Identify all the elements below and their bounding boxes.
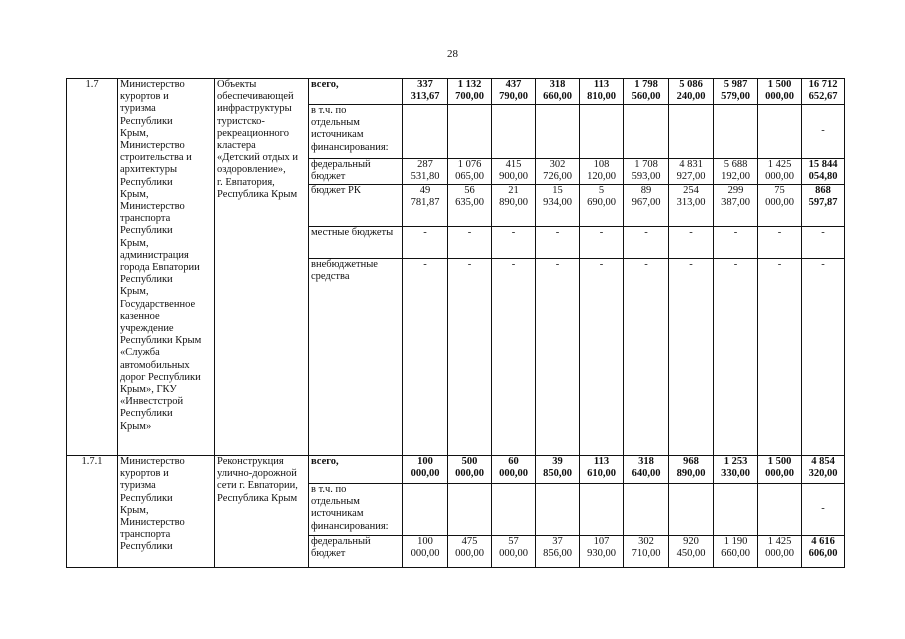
source-label-text: всего,: [311, 456, 339, 467]
dash-cell-text: -: [423, 259, 427, 270]
dash-cell-text: -: [821, 227, 825, 238]
dash-cell: [403, 259, 448, 456]
source-label: [309, 105, 403, 159]
row-code: [67, 79, 118, 456]
sum-cell-text: 4 616 606,00: [808, 536, 838, 560]
value-cell-text: 299 387,00: [721, 185, 750, 209]
value-cell-text: 1 798 560,00: [631, 79, 661, 103]
value-cell-text: 302 710,00: [631, 536, 661, 560]
value-cell-text: 1 425 000,00: [765, 536, 794, 560]
dash-cell: [536, 259, 580, 456]
value-cell: [492, 456, 536, 484]
value-cell-text: 5 690,00: [587, 185, 616, 209]
value-cell: [580, 105, 624, 159]
row-object: [215, 456, 309, 568]
sum-cell: [802, 79, 845, 105]
value-cell-text: 287 531,80: [410, 159, 440, 183]
dash-cell-text: -: [599, 259, 604, 270]
row-executors: [118, 79, 215, 456]
value-cell: [624, 79, 669, 105]
source-label: [309, 227, 403, 259]
sum-cell-text: 868 597,87: [808, 185, 838, 209]
dash-cell: [758, 227, 802, 259]
value-cell: [580, 159, 624, 185]
value-cell: [714, 536, 758, 568]
value-cell: [403, 484, 448, 536]
dash-cell-text: -: [511, 259, 516, 270]
value-cell-text: 337 313,67: [410, 79, 440, 103]
dash-cell-text: -: [689, 227, 693, 238]
value-cell-text: 5 987 579,00: [721, 79, 750, 103]
sum-cell: [802, 456, 845, 484]
value-cell: [758, 536, 802, 568]
value-cell-text: 5 688 192,00: [721, 159, 750, 183]
dash-cell-text: -: [821, 259, 825, 270]
source-label-text: федеральный бюджет: [311, 536, 371, 560]
source-label: [309, 259, 403, 456]
source-label-text: всего,: [311, 79, 339, 90]
value-cell: [536, 484, 580, 536]
value-cell: [624, 456, 669, 484]
value-cell-text: 113 810,00: [587, 79, 616, 103]
row-executors-text: Министерство курортов и туризма Республики Крым, Министерство транспорта Республики: [120, 456, 185, 553]
value-cell-text: 100 000,00: [410, 536, 440, 560]
dash-cell-text: -: [733, 259, 738, 270]
value-cell: [403, 185, 448, 227]
value-cell: [714, 484, 758, 536]
value-cell-text: 1 190 660,00: [721, 536, 750, 560]
dash-cell: [403, 227, 448, 259]
value-cell-text: 920 450,00: [676, 536, 706, 560]
row-executors-text: Министерство курортов и туризма Республики Крым, Министерство строительства и архитектуры Республики Крым, Министерство транспорта Республики Крым, администрация города Евпатории Республики Крым, Государственное казенное учреждение Республики Крым «Служба автомобильных дорог Республики Крым», ГКУ «Инвестстрой Республики Крым»: [120, 79, 202, 432]
source-label-text: бюджет РК: [311, 185, 361, 196]
value-cell-text: 254 313,00: [676, 185, 706, 209]
value-cell: [669, 159, 714, 185]
dash-cell-text: -: [689, 259, 693, 270]
source-label: [309, 484, 403, 536]
row-code: [67, 456, 118, 568]
value-cell: [492, 185, 536, 227]
value-cell: [580, 456, 624, 484]
value-cell: [536, 185, 580, 227]
dash-cell-text: -: [777, 227, 782, 238]
dash-cell-text: -: [467, 227, 472, 238]
value-cell-text: 1 425 000,00: [765, 159, 794, 183]
dash-cell-text: -: [644, 259, 648, 270]
value-cell-text: 475 000,00: [455, 536, 484, 560]
source-label-text: в т.ч. по отдельным источникам финансирования:: [311, 105, 389, 153]
value-cell: [669, 185, 714, 227]
value-cell: [536, 536, 580, 568]
dash-cell-text: -: [555, 259, 560, 270]
value-cell-text: 1 500 000,00: [765, 456, 794, 480]
source-label-text: в т.ч. по отдельным источникам финансирования:: [311, 484, 389, 532]
value-cell-text: 415 900,00: [499, 159, 528, 183]
table-row: [67, 456, 845, 484]
value-cell: [669, 456, 714, 484]
sum-cell-text: -: [821, 125, 825, 137]
row-object-text: Объекты обеспечивающей инфраструктуры туристско- рекреационного кластера «Детский отдых и оздоровление», г. Евпатория, Республика Крым: [217, 79, 298, 200]
value-cell: [624, 185, 669, 227]
value-cell: [403, 79, 448, 105]
dash-cell: [624, 259, 669, 456]
value-cell-text: 100 000,00: [410, 456, 440, 480]
value-cell-text: 107 930,00: [587, 536, 616, 560]
value-cell: [758, 159, 802, 185]
value-cell-text: 1 132 700,00: [455, 79, 484, 103]
dash-cell: [448, 227, 492, 259]
value-cell: [403, 456, 448, 484]
value-cell: [536, 105, 580, 159]
value-cell: [536, 456, 580, 484]
sum-cell-text: 16 712 652,67: [808, 79, 838, 103]
dash-cell-text: -: [599, 227, 604, 238]
source-label: [309, 79, 403, 105]
row-code-text: 1.7.1: [81, 456, 103, 467]
value-cell: [448, 536, 492, 568]
sum-cell: [802, 185, 845, 227]
dash-cell: [492, 227, 536, 259]
dash-cell: [669, 227, 714, 259]
value-cell-text: 60 000,00: [499, 456, 528, 480]
source-label: [309, 159, 403, 185]
table-row: [67, 79, 845, 105]
value-cell-text: 39 850,00: [543, 456, 572, 480]
value-cell: [448, 456, 492, 484]
value-cell-text: 89 967,00: [631, 185, 661, 209]
dash-cell: [714, 259, 758, 456]
value-cell: [758, 105, 802, 159]
page-number: 28: [447, 48, 458, 60]
value-cell: [492, 79, 536, 105]
value-cell-text: 4 831 927,00: [676, 159, 706, 183]
row-code-text: 1.7: [85, 79, 99, 90]
dash-cell: [448, 259, 492, 456]
value-cell-text: 1 076 065,00: [455, 159, 484, 183]
value-cell-text: 1 708 593,00: [631, 159, 661, 183]
value-cell: [403, 536, 448, 568]
value-cell: [624, 536, 669, 568]
value-cell-text: 15 934,00: [543, 185, 572, 209]
dash-cell: [580, 259, 624, 456]
value-cell: [624, 105, 669, 159]
sum-cell: [802, 484, 845, 536]
value-cell-text: 1 253 330,00: [721, 456, 750, 480]
dash-cell: [758, 259, 802, 456]
dash-cell-text: -: [467, 259, 472, 270]
sum-cell-text: 4 854 320,00: [808, 456, 838, 480]
value-cell: [448, 159, 492, 185]
value-cell-text: 968 890,00: [676, 456, 706, 480]
dash-cell-text: -: [555, 227, 560, 238]
sum-cell: [802, 159, 845, 185]
value-cell: [758, 185, 802, 227]
source-label: [309, 536, 403, 568]
sum-cell-text: -: [821, 503, 825, 515]
value-cell: [448, 79, 492, 105]
dash-cell: [536, 227, 580, 259]
row-executors: [118, 456, 215, 568]
sum-cell-text: 15 844 054,80: [808, 159, 838, 183]
dash-cell-text: -: [644, 227, 648, 238]
dash-cell: [580, 227, 624, 259]
value-cell: [448, 185, 492, 227]
dash-cell: [492, 259, 536, 456]
dash-cell: [669, 259, 714, 456]
value-cell: [448, 484, 492, 536]
value-cell-text: 1 500 000,00: [765, 79, 794, 103]
value-cell: [758, 79, 802, 105]
value-cell-text: 318 660,00: [543, 79, 572, 103]
value-cell: [624, 159, 669, 185]
value-cell: [492, 159, 536, 185]
value-cell: [580, 484, 624, 536]
row-object: [215, 79, 309, 456]
value-cell-text: 21 890,00: [499, 185, 528, 209]
value-cell-text: 75 000,00: [765, 185, 794, 209]
value-cell-text: 318 640,00: [631, 456, 661, 480]
value-cell: [536, 159, 580, 185]
value-cell-text: 108 120,00: [587, 159, 616, 183]
value-cell: [403, 159, 448, 185]
source-label: [309, 456, 403, 484]
dash-cell: [624, 227, 669, 259]
value-cell: [714, 185, 758, 227]
value-cell: [492, 484, 536, 536]
dash-cell-text: -: [423, 227, 427, 238]
dash-cell: [802, 259, 845, 456]
value-cell: [580, 185, 624, 227]
value-cell: [669, 105, 714, 159]
value-cell-text: 437 790,00: [499, 79, 528, 103]
funding-table: [66, 78, 845, 568]
value-cell-text: 49 781,87: [410, 185, 440, 209]
source-label-text: местные бюджеты: [311, 227, 394, 238]
value-cell: [580, 536, 624, 568]
value-cell: [714, 456, 758, 484]
value-cell-text: 5 086 240,00: [676, 79, 706, 103]
dash-cell: [802, 227, 845, 259]
value-cell-text: 113 610,00: [587, 456, 616, 480]
value-cell-text: 57 000,00: [499, 536, 528, 560]
dash-cell: [714, 227, 758, 259]
source-label-text: внебюджетные средства: [311, 259, 378, 283]
value-cell: [448, 105, 492, 159]
value-cell-text: 302 726,00: [543, 159, 572, 183]
value-cell: [492, 105, 536, 159]
value-cell: [714, 79, 758, 105]
sum-cell: [802, 536, 845, 568]
value-cell-text: 56 635,00: [455, 185, 484, 209]
value-cell: [580, 79, 624, 105]
value-cell: [669, 536, 714, 568]
value-cell: [714, 159, 758, 185]
value-cell: [669, 79, 714, 105]
dash-cell-text: -: [733, 227, 738, 238]
value-cell: [536, 79, 580, 105]
source-label-text: федеральный бюджет: [311, 159, 371, 183]
row-object-text: Реконструкция улично-дорожной сети г. Евпатории, Республика Крым: [217, 456, 298, 504]
source-label: [309, 185, 403, 227]
value-cell: [758, 484, 802, 536]
value-cell-text: 37 856,00: [543, 536, 572, 560]
value-cell-text: 500 000,00: [455, 456, 484, 480]
value-cell: [624, 484, 669, 536]
value-cell: [758, 456, 802, 484]
dash-cell-text: -: [777, 259, 782, 270]
dash-cell-text: -: [511, 227, 516, 238]
value-cell: [492, 536, 536, 568]
value-cell: [669, 484, 714, 536]
value-cell: [714, 105, 758, 159]
value-cell: [403, 105, 448, 159]
sum-cell: [802, 105, 845, 159]
